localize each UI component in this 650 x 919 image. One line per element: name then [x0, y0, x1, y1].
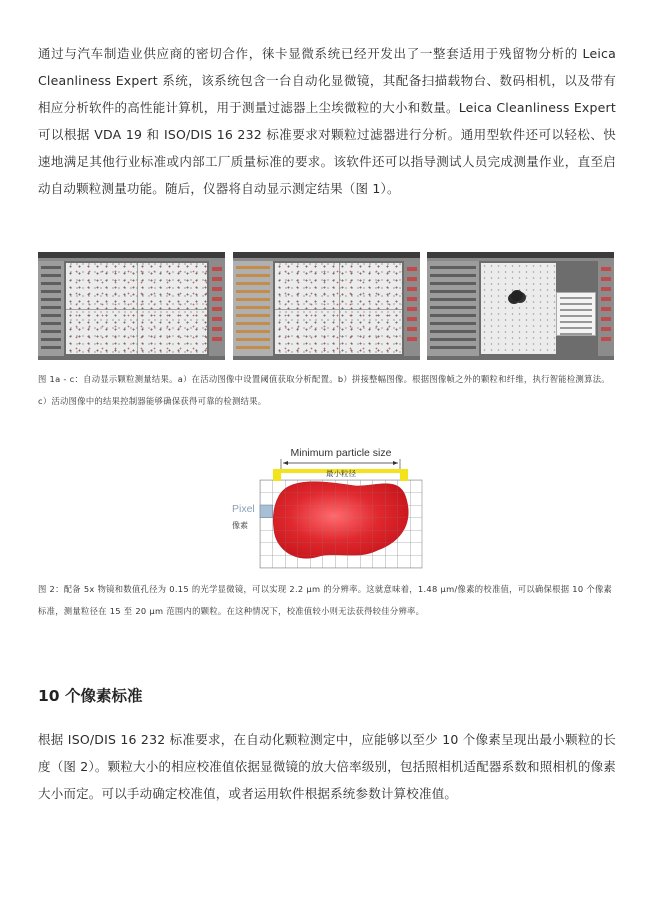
- pixel-label-zh: 像素: [232, 521, 248, 530]
- min-size-label-en: Minimum particle size: [290, 447, 392, 459]
- marker-right: [400, 469, 408, 481]
- highlighted-pixel: [260, 505, 273, 518]
- section-body: 根据 ISO/DIS 16 232 标准要求，在自动化颗粒测定中，应能够以至少 10 个像素呈现出最小颗粒的长度（图 2）。颗粒大小的相应校准值依据显微镜的放大倍率级别，包括照相机适配器系数和照相机的像素大小而定。可以手动确定校准值，或者运用软件根据系统参数计算校准值。: [38, 732, 616, 801]
- figure-2-pixel-diagram: [228, 446, 428, 570]
- marker-left: [273, 469, 281, 481]
- figure-2-caption: 图 2：配备 5x 物镜和数值孔径为 0.15 的光学显微镜，可以实现 2.2 µm 的分辨率。这就意味着，1.48 µm/像素的校准值，可以确保根据 10 个像素标准，测量粒径在 15 至 20 µm 范围内的颗粒。在这种情况下，校准值较小则无法获得较佳分辨率。: [38, 584, 613, 616]
- figure-1-caption: 图 1a - c：自动显示颗粒测量结果。a）在活动图像中设置阈值获取分析配置。b）拼接整幅图像。根据图像帧之外的颗粒和纤维，执行智能检测算法。c）活动图像中的结果控制器能够确保获得可靠的检测结果。: [38, 374, 610, 406]
- pixel-label-en: Pixel: [232, 503, 255, 515]
- min-size-label-zh: 最小粒径: [326, 469, 356, 478]
- screenshot-c: [427, 252, 614, 360]
- figure-1-screenshots: [38, 252, 614, 360]
- section-title: 10 个像素标准: [38, 687, 143, 705]
- screenshot-b: [233, 252, 420, 360]
- screenshot-a: [38, 252, 225, 360]
- intro-paragraph: 通过与汽车制造业供应商的密切合作，徕卡显微系统已经开发出了一整套适用于残留物分析的 Leica Cleanliness Expert 系统，该系统包含一台自动化显微镜，其配备扫描载物台、数码相机，以及带有相应分析软件的高性能计算机，用于测量过滤器上尘埃微粒的大小和数量。Leica Cleanliness Expert 可以根据 VDA 19 和 ISO/DIS 16 232 标准要求对颗粒过滤器进行分析。通用型软件还可以轻松、快速地满足其他行业标准或内部工厂质量标准的要求。该软件还可以指导测试人员完成测量作业，直至启动自动颗粒测量功能。随后，仪器将自动显示测定结果（图 1）。: [38, 46, 616, 196]
